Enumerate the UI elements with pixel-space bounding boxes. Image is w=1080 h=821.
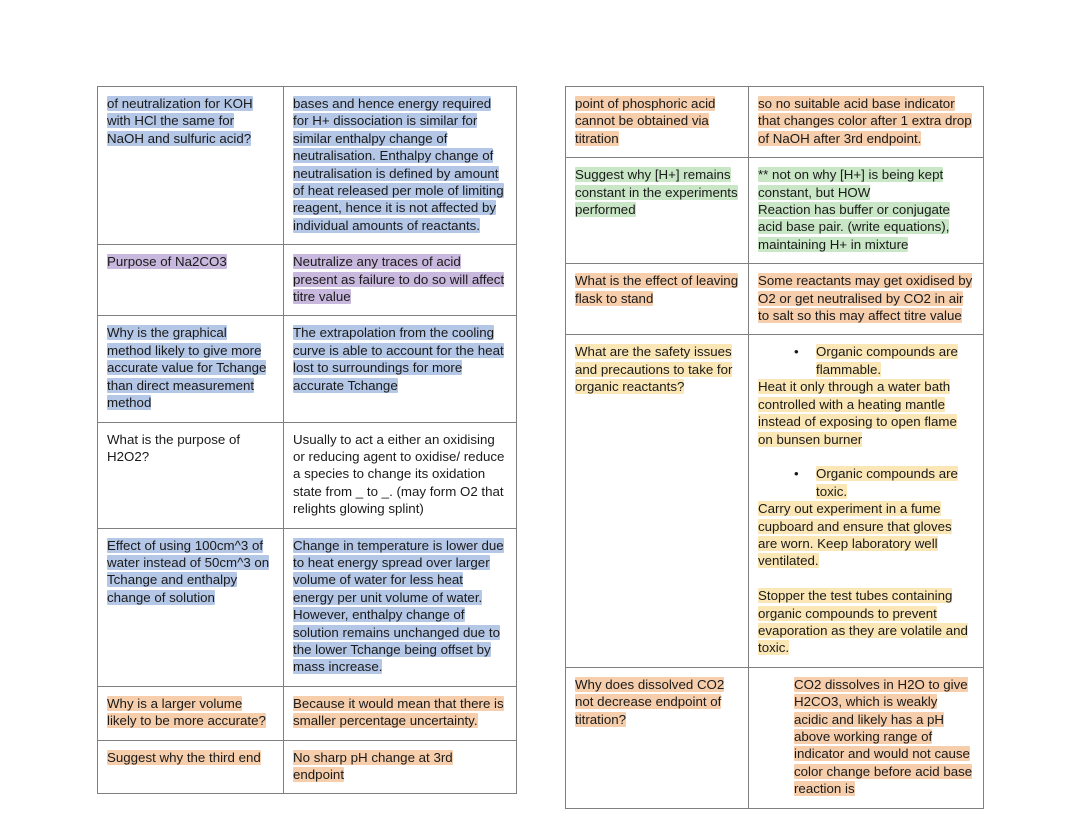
answer-text — [293, 96, 504, 233]
table-row — [98, 245, 517, 316]
answer-cell — [749, 158, 984, 264]
question-cell — [566, 264, 749, 335]
question-text — [107, 696, 266, 728]
table-row — [98, 686, 517, 740]
text-highlight: Reaction has buffer or conjugate acid base pair. (write equations), maintaining H+ in mixture — [758, 202, 950, 252]
right-notes-table — [565, 86, 984, 809]
bullet-dot-icon: • — [794, 466, 799, 482]
paragraph-text — [758, 501, 952, 568]
question-cell — [566, 87, 749, 158]
left-notes-table — [97, 86, 517, 794]
answer-cell — [284, 87, 517, 245]
question-text — [107, 750, 261, 765]
question-cell — [98, 528, 284, 686]
table-row — [98, 87, 517, 245]
text-highlight: Change in temperature is lower due to heat energy spread over larger volume of water for less heat energy per unit volume of water. However, enthalpy change of solution remains unchanged due to the lower Tchange being offset by mass increase. — [293, 537, 504, 675]
text-highlight: Why does dissolved CO2 not decrease endpoint of titration? — [575, 676, 725, 727]
answer-text — [758, 273, 972, 323]
answer-cell — [749, 667, 984, 808]
text-highlight: Some reactants may get oxidised by O2 or get neutralised by CO2 in air to salt so this may affect titre value — [758, 273, 973, 324]
paragraph-text — [758, 379, 957, 446]
text-highlight: Because it would mean that there is smaller percentage uncertainty. — [293, 695, 504, 729]
text-highlight: Purpose of Na2CO3 — [107, 254, 227, 270]
text-highlight: What is the purpose of H2O2? — [107, 431, 241, 464]
answer-text — [758, 96, 972, 146]
table-row — [566, 158, 984, 264]
question-text — [575, 677, 724, 727]
table-row — [566, 87, 984, 158]
table-row — [98, 740, 517, 794]
question-cell — [98, 686, 284, 740]
question-text — [575, 96, 715, 146]
text-highlight: Heat it only through a water bath controlled with a heating mantle instead of exposing to open flame on bunsen burner — [758, 379, 957, 447]
table-row — [566, 667, 984, 808]
text-highlight: Effect of using 100cm^3 of water instead of 50cm^3 on Tchange and enthalpy change of solution — [107, 537, 270, 605]
text-highlight: Neutralize any traces of acid present as failure to do so will affect titre value — [293, 254, 505, 305]
right-table-body — [566, 87, 984, 809]
answer-cell — [749, 264, 984, 335]
text-highlight: Organic compounds are flammable. — [816, 344, 958, 377]
bullet-dot-icon: • — [794, 344, 799, 360]
answer-text — [293, 750, 453, 782]
left-table-body — [98, 87, 517, 794]
text-highlight: so no suitable acid base indicator that changes color after 1 extra drop of NaOH after 3rd endpoint. — [758, 96, 972, 146]
bullet-text — [816, 344, 958, 376]
answer-cell — [284, 422, 517, 528]
question-cell — [98, 422, 284, 528]
text-highlight: Why is a larger volume likely to be more accurate? — [107, 695, 266, 729]
answer-text — [293, 325, 504, 392]
question-cell — [566, 667, 749, 808]
question-cell — [98, 87, 284, 245]
text-highlight: Usually to act a either an oxidising or reducing agent to oxidise/ reduce a species to change its oxidation state from _ to _. (may form O2 that relights glowing splint) — [293, 431, 505, 517]
answer-cell — [284, 245, 517, 316]
text-highlight: No sharp pH change at 3rd endpoint — [293, 749, 453, 782]
answer-cell — [284, 316, 517, 422]
answer-cell — [749, 335, 984, 667]
table-row — [98, 422, 517, 528]
question-text — [107, 254, 227, 269]
text-highlight: Why is the graphical method likely to give more accurate value for Tchange than direct measurement method — [107, 325, 267, 411]
question-text — [107, 325, 266, 410]
bullet-text — [816, 466, 958, 498]
answer-text — [293, 254, 504, 304]
paragraph-text — [758, 588, 968, 655]
question-cell — [566, 335, 749, 667]
text-highlight: Suggest why the third end — [107, 749, 261, 765]
answer-text — [293, 696, 504, 728]
question-text — [575, 273, 738, 305]
answer-cell — [749, 87, 984, 158]
table-row — [98, 316, 517, 422]
question-text — [575, 167, 738, 217]
text-highlight: What is the effect of leaving flask to stand — [575, 273, 739, 306]
text-highlight: CO2 dissolves in H2O to give H2CO3, which is weakly acidic and likely has a pH above working range of indicator and would not cause color change before acid base reaction is — [794, 676, 973, 797]
bullet-list-item — [758, 343, 974, 378]
answer-line — [758, 202, 950, 252]
blank-line — [758, 448, 974, 465]
text-highlight: The extrapolation from the cooling curve is able to account for the heat lost to surroundings for more accurate Tchange — [293, 325, 504, 393]
answer-cell — [284, 740, 517, 794]
text-highlight: What are the safety issues and precautions to take for organic reactants? — [575, 344, 733, 395]
answer-cell — [284, 686, 517, 740]
text-highlight: Organic compounds are toxic. — [816, 466, 958, 499]
table-row — [566, 264, 984, 335]
bullet-list-item — [758, 465, 974, 500]
text-highlight: of neutralization for KOH with HCl the same for NaOH and sulfuric acid? — [107, 96, 253, 146]
text-highlight: bases and hence energy required for H+ dissociation is similar for similar enthalpy change of neutralisation. Enthalpy change of neutralisation is defined by amount of heat released per mole of limiting reagent, hence it is not affected by individual amounts of reactants. — [293, 96, 504, 233]
text-highlight: Carry out experiment in a fume cupboard and ensure that gloves are worn. Keep laboratory well ventilated. — [758, 501, 952, 569]
question-text — [107, 538, 269, 605]
answer-text — [293, 432, 504, 517]
question-cell — [98, 316, 284, 422]
text-highlight: ** not on why [H+] is being kept constant, but HOW — [758, 167, 944, 200]
answer-text — [758, 676, 974, 798]
answer-text — [293, 538, 504, 675]
answer-line — [758, 167, 943, 199]
question-text — [575, 344, 732, 394]
answer-cell — [284, 528, 517, 686]
question-text — [107, 432, 240, 464]
table-row — [98, 528, 517, 686]
table-row — [566, 335, 984, 667]
question-cell — [566, 158, 749, 264]
text-highlight: Stopper the test tubes containing organic compounds to prevent evaporation as they are volatile and toxic. — [758, 588, 968, 656]
question-text — [107, 96, 253, 146]
text-highlight: Suggest why [H+] remains constant in the experiments performed — [575, 167, 738, 218]
text-highlight: point of phosphoric acid cannot be obtained via titration — [575, 96, 716, 146]
blank-line — [758, 570, 974, 587]
question-cell — [98, 245, 284, 316]
question-cell — [98, 740, 284, 794]
